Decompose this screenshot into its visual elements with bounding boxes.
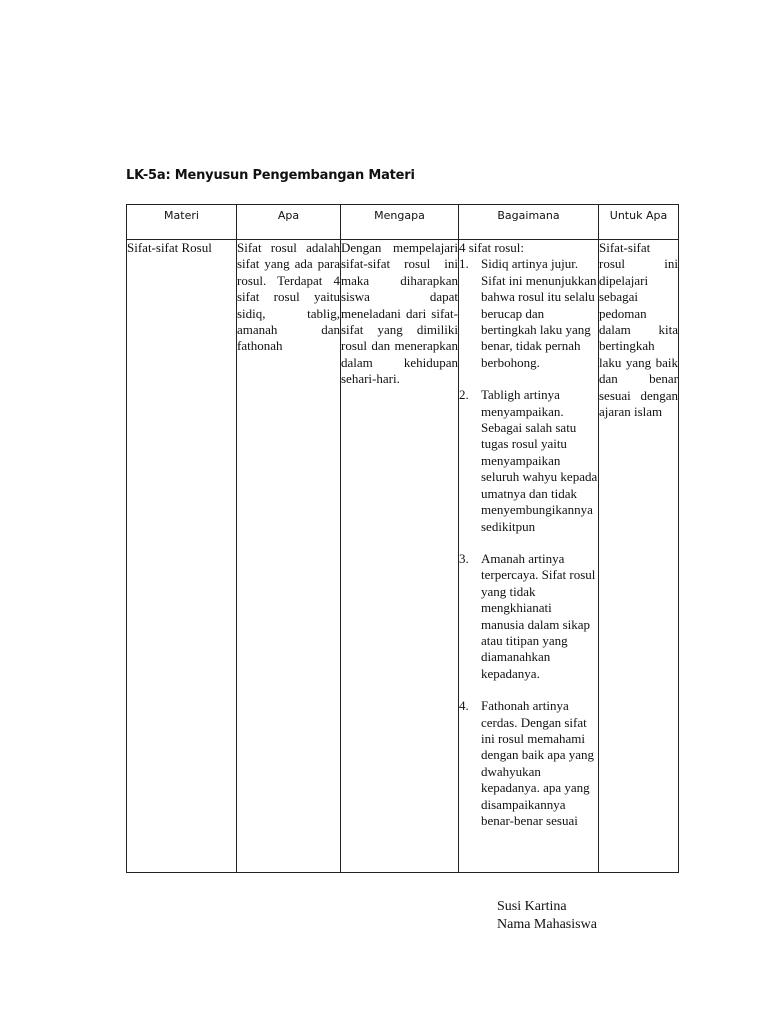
list-item-number: 3.	[459, 550, 469, 566]
list-item-text: Sidiq artinya jujur. Sifat ini menunjukkan bahwa rosul itu selalu berucap dan bertingkah laku yang benar, tidak pernah berbohong.	[481, 256, 597, 370]
bagaimana-list	[459, 256, 598, 829]
table-row	[127, 240, 679, 873]
table-header-row	[127, 205, 679, 240]
header-materi: Materi	[127, 205, 237, 240]
list-item-text: Tabligh artinya menyampaikan. Sebagai salah satu tugas rosul yaitu menyampaikan seluruh wahyu kepada umatnya dan tidak menyembungikannya sedikitpun	[481, 387, 598, 534]
list-item-text: Amanah artinya terpercaya. Sifat rosul yang tidak mengkhianati manusia dalam sikap atau titipan yang diamanahkan kepadanya.	[481, 550, 596, 681]
cell-untuk-apa: Sifat-sifat rosul ini dipelajari sebagai pedoman dalam kita bertingkah laku yang baik dan benar sesuai dengan ajaran islam	[599, 240, 679, 873]
student-role-label: Nama Mahasiswa	[497, 917, 597, 932]
cell-bagaimana	[459, 240, 599, 873]
list-item	[459, 387, 598, 535]
worksheet-title: LK-5a: Menyusun Pengembangan Materi	[126, 168, 415, 183]
header-bagaimana: Bagaimana	[459, 205, 599, 240]
list-item-number: 2.	[459, 387, 469, 403]
worksheet-table	[126, 204, 679, 873]
signature-block	[497, 898, 597, 934]
cell-materi: Sifat-sifat Rosul	[127, 240, 237, 873]
bagaimana-intro: 4 sifat rosul:	[459, 240, 524, 255]
list-item-number: 1.	[459, 256, 469, 272]
header-untuk-apa: Untuk Apa	[599, 205, 679, 240]
header-mengapa: Mengapa	[341, 205, 459, 240]
list-item	[459, 551, 598, 682]
cell-mengapa: Dengan mempelajari sifat-sifat rosul ini maka diharapkan siswa dapat meneladani dari sifat-sifat yang dimiliki rosul dan menerapkan dalam kehidupan sehari-hari.	[341, 240, 459, 873]
list-item-number: 4.	[459, 698, 469, 714]
header-apa: Apa	[237, 205, 341, 240]
student-name: Susi Kartina	[497, 899, 567, 914]
list-item-text: Fathonah artinya cerdas. Dengan sifat ini rosul memahami dengan baik apa yang dwahyukan kepadanya. apa yang disampaikannya benar-benar sesuai	[481, 698, 594, 828]
cell-apa: Sifat rosul adalah sifat yang ada para rosul. Terdapat 4 sifat rosul yaitu sidiq, tablig, amanah dan fathonah	[237, 240, 341, 873]
list-item	[459, 698, 598, 829]
list-item	[459, 256, 598, 371]
